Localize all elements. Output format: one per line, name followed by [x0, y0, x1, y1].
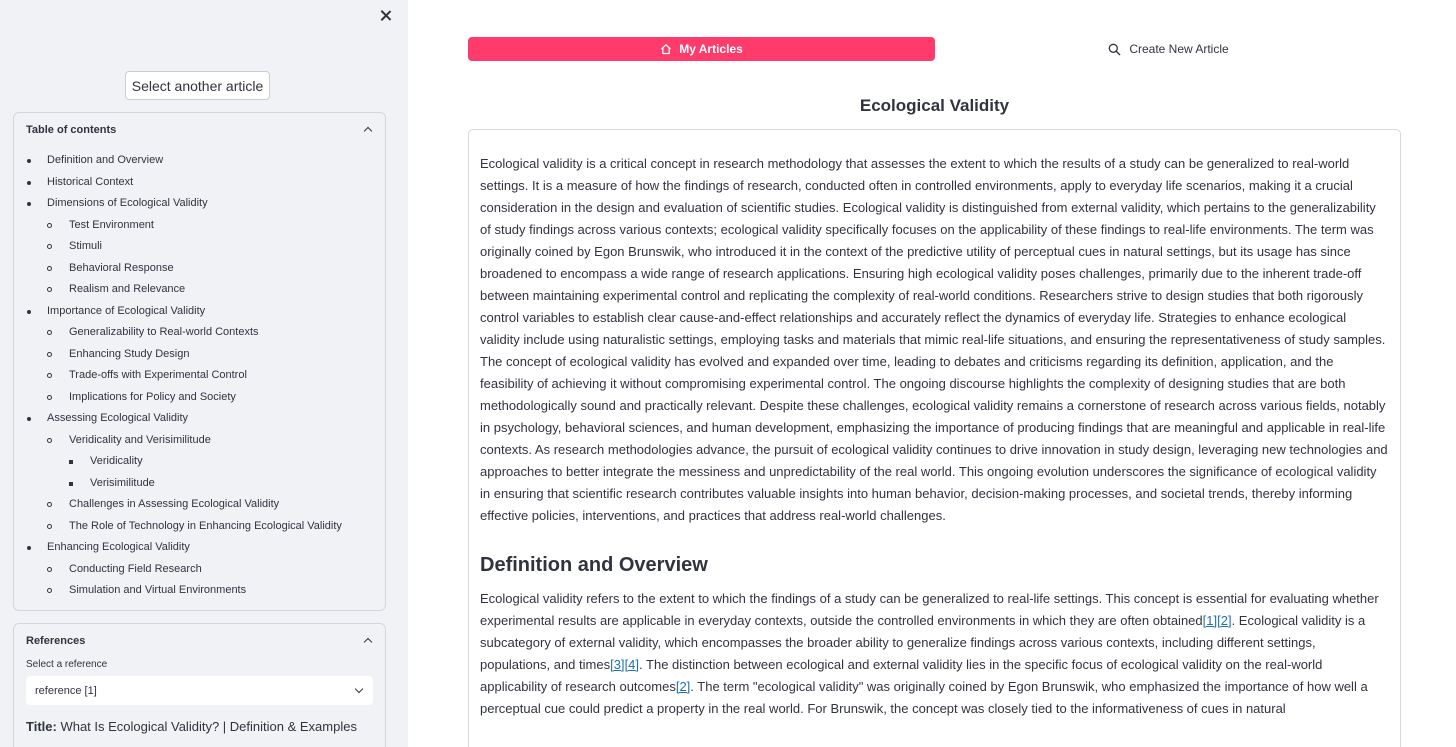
bullet-icon [47, 395, 52, 400]
citation-link[interactable]: [4] [624, 657, 640, 672]
bullet-icon [27, 159, 31, 163]
toc-item-label: Stimuli [69, 240, 103, 252]
references-header[interactable] [14, 624, 385, 658]
search-icon [1108, 43, 1121, 56]
section-text: Ecological validity refers to the extent to which the findings of a study can be generalized to real-life settings. This concept is essential for evaluating whether experimental results are applicable in everyday contexts, outside the controlled environments in which they are often obtained [480, 591, 1379, 628]
bullet-icon [27, 417, 31, 421]
article-summary: Ecological validity is a critical concept in research methodology that assesses the extent to which the results of a study can be generalized to real-world settings. It is a measure of how the findings of research, conducted often in controlled environments, apply to everyday life scenarios, making it a crucial consideration in the design and evaluation of scientific studies. Ecological validity is distinguished from external validity, which pertains to the generalizability of study findings across various contexts; ecological validity specifically focuses on the applicability of these findings to real-life environments. The term was originally coined by Egon Brunswik, who introduced it in the context of the predictive utility of perceptual cues in natural settings, but its usage has since broadened to encompass a wide range of research applications. Ensuring high ecological validity poses challenges, primarily due to the inherent trade-off between maintaining experimental control and replicating the complexity of real-world conditions. Researchers strive to design studies that both rigorously control variables to establish clear cause-and-effect relationships and accurately reflect the dynamics of everyday life. Strategies to enhance ecological validity include using naturalistic settings, employing tasks and materials that mimic real-life situations, and ensuring the representativeness of study samples. The concept of ecological validity has evolved and expanded over time, leading to debates and criticisms regarding its definition, application, and the feasibility of achieving it without compromising experimental control. The ongoing discourse highlights the complexity of designing studies that are both methodologically sound and practically relevant. Despite these challenges, ecological validity remains a cornerstone of research across various fields, notably in psychology, behavioral sciences, and human development, emphasizing the importance of producing findings that are meaningful and applicable in real-life contexts. As research methodologies advance, the pursuit of ecological validity continues to drive innovation in study design, leveraging new technologies and approaches to better integrate the messiness and unpredictability of the real world. This ongoing evolution underscores the significance of ecological validity in ensuring that scientific research contributes valuable insights into human behavior, decision-making processes, and societal trends, thereby informing effective policies, interventions, and practices that address real-world challenges. [480, 156, 1388, 523]
section-body [480, 588, 1389, 720]
reference-title-prefix: Title: [26, 719, 57, 734]
citation-link[interactable]: [3] [610, 657, 625, 672]
toc-item-label: Challenges in Assessing Ecological Validity [69, 498, 280, 510]
toc-item-label: Assessing Ecological Validity [47, 412, 189, 424]
article-title: Ecological Validity [859, 96, 1010, 115]
article-container [468, 129, 1401, 747]
toc-item[interactable] [14, 279, 385, 301]
bullet-icon [47, 266, 52, 271]
reference-select-value: reference [1] [35, 684, 97, 697]
bullet-icon [27, 202, 31, 206]
bullet-icon [47, 502, 52, 507]
toc-item-label: Behavioral Response [69, 261, 174, 274]
bullet-icon [27, 310, 31, 314]
bullet-icon [47, 352, 52, 357]
reference-select[interactable] [26, 676, 373, 705]
toc-item[interactable] [14, 516, 385, 538]
close-sidebar-icon[interactable] [377, 7, 395, 25]
toc-item-label: Dimensions of Ecological Validity [47, 197, 208, 209]
bullet-icon [69, 482, 73, 486]
toc-item[interactable] [14, 215, 385, 237]
toc-item[interactable] [14, 258, 385, 280]
toc-item-label: The Role of Technology in Enhancing Ecological Validity [69, 519, 342, 532]
select-another-article-button[interactable]: Select another article [125, 71, 270, 100]
toc-item-label: Importance of Ecological Validity [47, 304, 206, 317]
references-expander [13, 623, 386, 747]
toc-item[interactable] [14, 408, 385, 430]
toc-item[interactable] [14, 559, 385, 581]
toc-header-label: Table of contents [26, 124, 117, 136]
chevron-down-icon [354, 686, 364, 696]
tab-my-articles-label: My Articles [679, 42, 743, 56]
toc-item[interactable] [14, 537, 385, 559]
toc-item[interactable] [14, 430, 385, 452]
tab-create-new-article[interactable] [935, 37, 1402, 61]
section-heading: Definition and Overview [480, 554, 708, 576]
bullet-icon [47, 244, 52, 249]
toc-item-label: Veridicality [90, 455, 143, 467]
main-content [408, 0, 1456, 747]
citation-link[interactable]: [1] [1202, 613, 1218, 628]
citation-link[interactable]: [2] [1217, 613, 1232, 628]
toc-item[interactable] [14, 322, 385, 344]
chevron-up-icon [363, 125, 373, 135]
reference-title-text: What Is Ecological Validity? | Definition & Examples [60, 719, 357, 734]
reference-title [26, 719, 373, 734]
toc-item-label: Trade-offs with Experimental Control [69, 369, 247, 381]
toc-item-label: Generalizability to Real-world Contexts [69, 326, 259, 338]
toc-item-label: Historical Context [47, 175, 134, 188]
toc-item[interactable] [14, 193, 385, 215]
toc-item[interactable] [14, 473, 385, 495]
tab-my-articles[interactable] [468, 37, 935, 61]
section-text: . The distinction between ecological and external validity lies in the specific focus of ecological validity on the real-world applicability of research outcomes [480, 657, 1323, 694]
toc-item-label: Conducting Field Research [69, 562, 202, 575]
section-text: . The term "ecological validity" was originally coined by Egon Brunswik, who emphasized the importance of how well a perceptual cue could predict a property in the real world. For Brunswik, the concept was closely tied to the informativeness of cues in natural [480, 679, 1368, 716]
toc-item-label: Enhancing Study Design [69, 347, 190, 360]
references-header-label: References [26, 635, 86, 647]
toc-item-label: Veridicality and Verisimilitude [69, 433, 211, 446]
bullet-icon [47, 588, 52, 593]
toc-item[interactable] [14, 236, 385, 258]
bullet-icon [27, 546, 31, 550]
table-of-contents-expander [13, 112, 386, 611]
toc-item-label: Implications for Policy and Society [69, 390, 236, 403]
sidebar [0, 0, 408, 747]
chevron-up-icon [363, 636, 373, 646]
toc-item-label: Verisimilitude [90, 476, 155, 489]
toc-item-label: Definition and Overview [47, 154, 164, 166]
bullet-icon [47, 287, 52, 292]
toc-item[interactable] [14, 172, 385, 194]
toc-item[interactable] [14, 301, 385, 323]
home-icon [660, 43, 672, 55]
toc-item-label: Simulation and Virtual Environments [69, 584, 247, 596]
section-text: . Ecological validity is a subcategory of external validity, which encompasses the broader ability to generalize findings across various contexts, including different settings, populations, and times [480, 613, 1366, 672]
bullet-icon [69, 460, 73, 464]
citation-link[interactable]: [2] [675, 679, 691, 694]
toc-item[interactable] [14, 494, 385, 516]
toc-item[interactable] [14, 387, 385, 409]
bullet-icon [47, 223, 52, 228]
bullet-icon [47, 330, 52, 335]
toc-list [14, 147, 385, 602]
toc-item-label: Enhancing Ecological Validity [47, 541, 190, 553]
bullet-icon [27, 181, 31, 185]
toc-item[interactable] [14, 344, 385, 366]
toc-item[interactable] [14, 580, 385, 602]
toc-header[interactable] [14, 113, 385, 147]
bullet-icon [47, 524, 52, 529]
tab-create-new-article-label: Create New Article [1129, 42, 1229, 56]
toc-item[interactable] [14, 150, 385, 172]
toc-item-label: Test Environment [69, 218, 154, 231]
select-reference-label: Select a reference [26, 659, 108, 670]
bullet-icon [47, 373, 52, 378]
bullet-icon [47, 567, 52, 572]
toc-item[interactable] [14, 365, 385, 387]
toc-item[interactable] [14, 451, 385, 473]
bullet-icon [47, 438, 52, 443]
toc-item-label: Realism and Relevance [69, 283, 186, 295]
